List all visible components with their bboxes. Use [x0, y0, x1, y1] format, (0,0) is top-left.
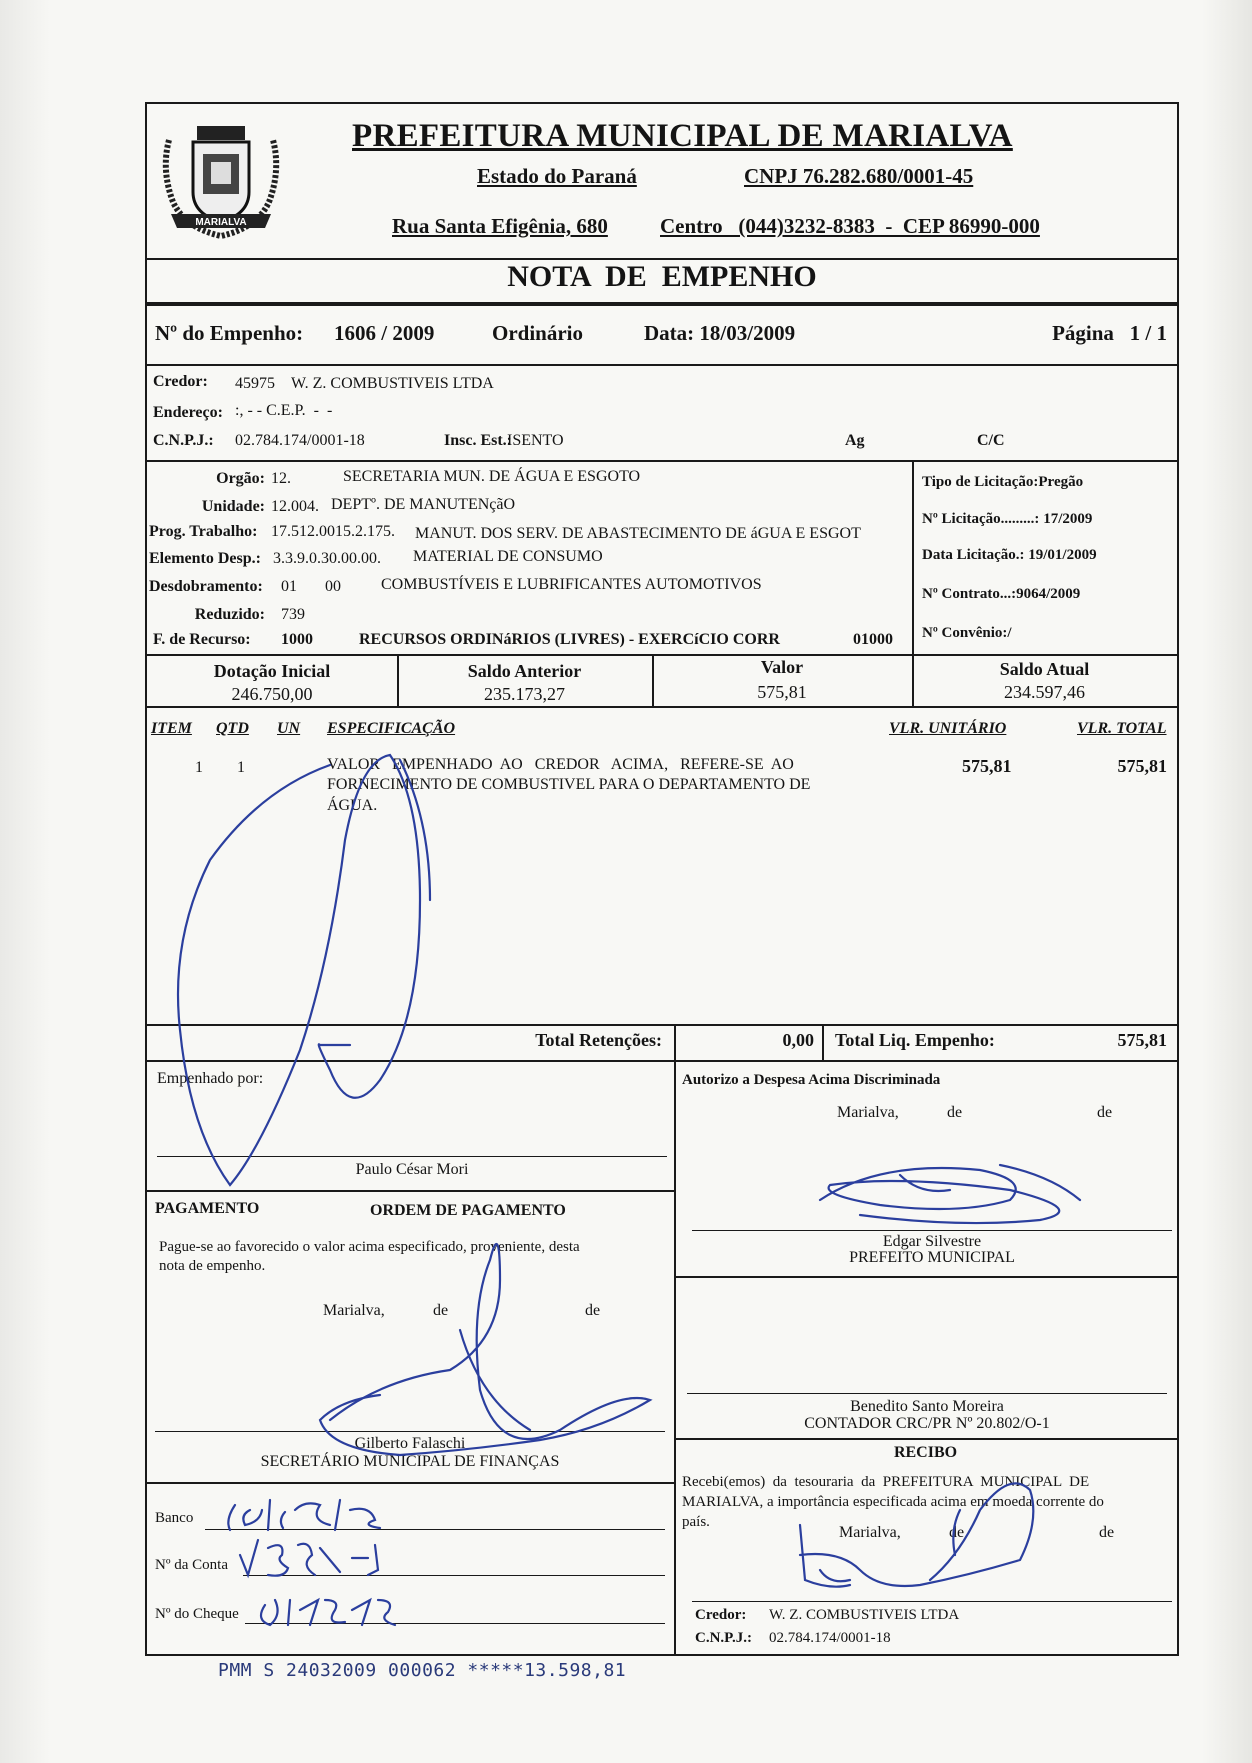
recibo-text	[682, 1472, 1170, 1532]
prog-code: 17.512.0015.2.175.	[271, 523, 395, 540]
recurso-name: RECURSOS ORDINáRIOS (LIVRES) - EXERCíCIO CORR	[359, 631, 780, 648]
item-unit-value: 575,81	[962, 756, 1012, 776]
recibo-de-2: de	[1099, 1524, 1115, 1541]
banco-label: Banco	[155, 1510, 194, 1526]
contador-name: Benedito Santo Moreira	[850, 1398, 1004, 1415]
total-retencoes-label: Total Retenções:	[535, 1030, 662, 1050]
unidade-code: 12.004.	[271, 498, 319, 515]
pagamento-de-1: de	[433, 1302, 449, 1319]
elemento-label: Elemento Desp.:	[149, 550, 261, 567]
recibo-cnpj-label: C.N.P.J.:	[695, 1630, 752, 1646]
ordem-pagamento-label: ORDEM DE PAGAMENTO	[370, 1202, 566, 1219]
num-licitacao: Nº Licitação.........: 17/2009	[922, 511, 1093, 527]
cnpj-label: C.N.P.J.:	[153, 432, 214, 449]
desdobramento-b: 00	[325, 578, 341, 595]
col-vlr-unitario: VLR. UNITÁRIO	[889, 720, 1007, 737]
ag-label: Ag	[845, 432, 865, 449]
unidade-name: DEPTº. DE MANUTENçãO	[331, 496, 516, 513]
prefeito-signature-block	[692, 1234, 1172, 1266]
valor-label: Valor	[760, 657, 804, 677]
insc-value: ISENTO	[507, 432, 564, 449]
reduzido-label: Reduzido:	[194, 606, 265, 623]
col-un: UN	[277, 720, 301, 737]
recurso-code: 1000	[281, 631, 313, 648]
elemento-code: 3.3.9.0.30.00.00.	[273, 550, 381, 567]
col-item: ITEM	[151, 720, 192, 737]
empenho-number-label: Nº do Empenho:	[155, 321, 304, 345]
nota-de-empenho-form	[145, 102, 1179, 1656]
address-header: Rua Santa Efigênia, 680	[392, 214, 608, 238]
footer-code: PMM S 24032009 000062 *****13.598,81	[218, 1660, 627, 1681]
recibo-text-line2: MARIALVA, a importância especificada acima em moeda corrente do	[682, 1494, 1104, 1510]
prefeito-name: Edgar Silvestre	[882, 1233, 982, 1250]
total-retencoes-value: 0,00	[782, 1030, 814, 1050]
desdobramento-a: 01	[281, 578, 297, 595]
desdobramento-label: Desdobramento:	[149, 578, 263, 595]
cnpj-header: CNPJ 76.282.680/0001-45	[744, 164, 974, 188]
pagamento-marialva: Marialva,	[323, 1302, 385, 1319]
svg-text:MARIALVA: MARIALVA	[195, 217, 247, 228]
dotacao-label: Dotação Inicial	[213, 661, 331, 681]
empenhado-label: Empenhado por:	[157, 1070, 264, 1087]
financas-signature-block	[155, 1435, 665, 1471]
pagamento-text-line2: nota de empenho.	[159, 1258, 266, 1274]
recurso-label: F. de Recurso:	[153, 631, 251, 648]
desdobramento-name: COMBUSTÍVEIS E LUBRIFICANTES AUTOMOTIVOS	[381, 576, 762, 593]
contador-title: CONTADOR CRC/PR Nº 20.802/O-1	[804, 1415, 1050, 1432]
endereco-label: Endereço:	[153, 404, 223, 421]
num-convenio: Nº Convênio:/	[922, 625, 1012, 641]
autorizo-label: Autorizo a Despesa Acima Discriminada	[682, 1072, 941, 1088]
prefeito-title: PREFEITO MUNICIPAL	[849, 1249, 1015, 1266]
item-total-value: 575,81	[1117, 756, 1167, 776]
credor-code: 45975	[235, 375, 275, 392]
recibo-text-line3: país.	[682, 1514, 710, 1530]
dotacao-value: 246.750,00	[231, 684, 313, 704]
pagamento-de-2: de	[585, 1302, 601, 1319]
saldo-atual-label: Saldo Atual	[999, 659, 1090, 679]
empenho-date: Data: 18/03/2009	[644, 321, 796, 345]
total-liq-label: Total Liq. Empenho:	[835, 1030, 995, 1050]
num-contrato: Nº Contrato...:9064/2009	[922, 586, 1081, 602]
elemento-name: MATERIAL DE CONSUMO	[413, 548, 603, 565]
empenho-number: 1606 / 2009	[334, 321, 435, 345]
recibo-marialva: Marialva,	[839, 1524, 901, 1541]
pagamento-label: PAGAMENTO	[155, 1200, 260, 1217]
orgao-code: 12.	[271, 470, 291, 487]
contact-header: Centro (044)3232-8383 - CEP 86990-000	[660, 214, 1040, 238]
reduzido-value: 739	[281, 606, 305, 623]
conta-label: Nº da Conta	[155, 1557, 228, 1573]
autorizo-de-1: de	[947, 1104, 963, 1121]
empenho-type: Ordinário	[492, 321, 584, 345]
col-qtd: QTD	[216, 720, 249, 737]
credor-label: Credor:	[153, 373, 208, 390]
recibo-credor-value: W. Z. COMBUSTIVEIS LTDA	[769, 1607, 960, 1623]
unidade-label: Unidade:	[201, 498, 265, 515]
recibo-text-line1: Recebi(emos) da tesouraria da PREFEITURA MUNICIPAL DE	[682, 1474, 1090, 1490]
contador-signature-block	[687, 1398, 1167, 1432]
document-title: NOTA DE EMPENHO	[507, 260, 817, 293]
credor-name: W. Z. COMBUSTIVEIS LTDA	[291, 375, 494, 392]
item-desc-line2: FORNECIMENTO DE COMBUSTIVEL PARA O DEPARTAMENTO DE	[327, 776, 811, 793]
endereco-value: :, - - C.E.P. - -	[235, 402, 333, 419]
saldo-anterior-value: 235.173,27	[484, 684, 565, 704]
saldo-anterior-label: Saldo Anterior	[467, 661, 582, 681]
orgao-label: Orgão:	[216, 470, 265, 487]
page-title: PREFEITURA MUNICIPAL DE MARIALVA	[352, 118, 1013, 154]
pagamento-text-line1: Pague-se ao favorecido o valor acima especificado, proveniente, desta	[159, 1239, 580, 1255]
item-qty: 1	[237, 759, 245, 776]
state-label: Estado do Paraná	[477, 164, 637, 188]
cheque-label: Nº do Cheque	[155, 1606, 239, 1622]
recibo-de-1: de	[949, 1524, 965, 1541]
cc-label: C/C	[977, 432, 1005, 449]
saldo-atual-value: 234.597,46	[1004, 682, 1085, 702]
item-desc-line1: VALOR EMPENHADO AO CREDOR ACIMA, REFERE-SE AO	[327, 756, 794, 773]
pagamento-text	[159, 1238, 580, 1276]
municipal-crest-icon	[155, 110, 287, 242]
data-licitacao: Data Licitação.: 19/01/2009	[922, 547, 1097, 563]
col-especificacao: ESPECIFICAÇÃO	[327, 720, 456, 737]
tipo-licitacao: Tipo de Licitação:Pregão	[922, 474, 1084, 490]
item-desc-line3: ÁGUA.	[327, 797, 378, 814]
cnpj-value: 02.784.174/0001-18	[235, 432, 365, 449]
total-liq-value: 575,81	[1117, 1030, 1167, 1050]
financas-title: SECRETÁRIO MUNICIPAL DE FINANÇAS	[260, 1453, 560, 1470]
recibo-title: RECIBO	[893, 1444, 958, 1461]
valor-value: 575,81	[757, 682, 807, 702]
item-number: 1	[195, 759, 203, 776]
financas-name: Gilberto Falaschi	[354, 1435, 466, 1452]
prog-name: MANUT. DOS SERV. DE ABASTECIMENTO DE áGUA E ESGOT	[415, 525, 861, 542]
recurso-number: 01000	[853, 631, 893, 648]
prog-label: Prog. Trabalho:	[149, 523, 258, 540]
recibo-cnpj-value: 02.784.174/0001-18	[769, 1630, 891, 1646]
empenhado-name: Paulo César Mori	[355, 1161, 469, 1178]
recibo-credor-label: Credor:	[695, 1607, 747, 1623]
orgao-name: SECRETARIA MUN. DE ÁGUA E ESGOTO	[343, 468, 641, 485]
page-number: Página 1 / 1	[1052, 321, 1167, 345]
insc-label: Insc. Est.:	[444, 432, 513, 449]
col-vlr-total: VLR. TOTAL	[1077, 720, 1167, 737]
autorizo-marialva: Marialva,	[837, 1104, 899, 1121]
autorizo-de-2: de	[1097, 1104, 1113, 1121]
